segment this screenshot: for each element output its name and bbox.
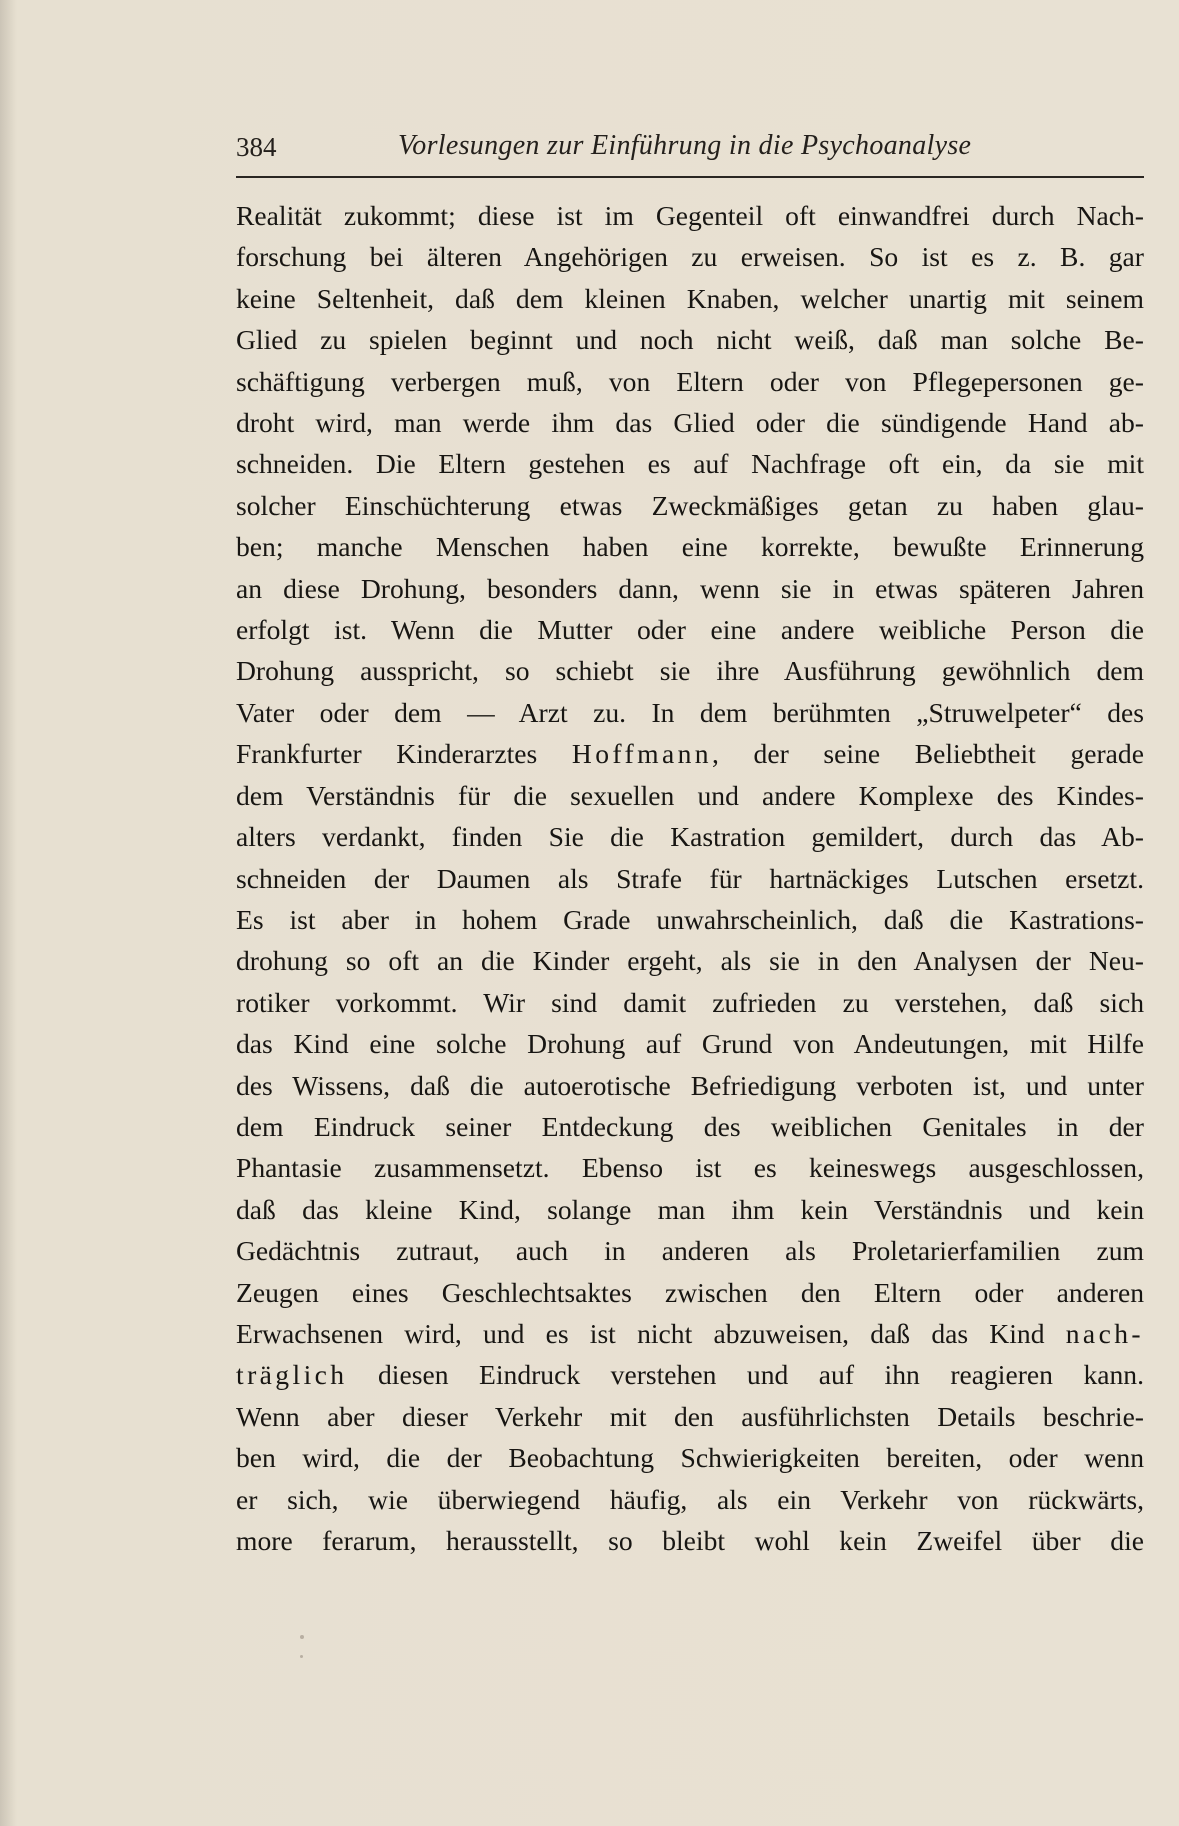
page-number: 384	[236, 132, 277, 162]
text-line: Drohung ausspricht, so schiebt sie ihre Ausführung gewöhnlich dem	[236, 655, 1144, 687]
text-line: er sich, wie überwiegend häufig, als ein Verkehr von rückwärts,	[236, 1483, 1144, 1515]
text-line: schneiden der Daumen als Strafe für hartnäckiges Lutschen ersetzt.	[236, 862, 1144, 894]
text-line: Es ist aber in hohem Grade unwahrscheinlich, daß die Kastrations-	[236, 903, 1144, 935]
text-line: Zeugen eines Geschlechtsaktes zwischen den Eltern oder anderen	[236, 1276, 1144, 1308]
text-line: droht wird, man werde ihm das Glied oder die sündigende Hand ab-	[236, 407, 1144, 439]
text-line: träglich diesen Eindruck verstehen und auf ihn reagieren kann.	[236, 1359, 1144, 1391]
text-line: keine Seltenheit, daß dem kleinen Knaben, welcher unartig mit seinem	[236, 282, 1144, 314]
paper-speck	[300, 1635, 304, 1639]
text-line: forschung bei älteren Angehörigen zu erweisen. So ist es z. B. gar	[236, 241, 1144, 273]
text-line: Phantasie zusammensetzt. Ebenso ist es keineswegs ausgeschlossen,	[236, 1152, 1144, 1184]
text-line: solcher Einschüchterung etwas Zweckmäßiges getan zu haben glau-	[236, 489, 1144, 521]
spaced-emphasis: nach-	[1065, 1317, 1144, 1349]
text-line: Erwachsenen wird, und es ist nicht abzuweisen, daß das Kind nach-	[236, 1317, 1144, 1349]
text-line: an diese Drohung, besonders dann, wenn sie in etwas späteren Jahren	[236, 572, 1144, 604]
text-line: das Kind eine solche Drohung auf Grund von Andeutungen, mit Hilfe	[236, 1028, 1144, 1060]
paper-speck	[300, 1655, 303, 1658]
spaced-emphasis: träglich	[236, 1359, 348, 1391]
running-title: Vorlesungen zur Einführung in die Psychoanalyse	[398, 130, 972, 161]
text-line: rotiker vorkommt. Wir sind damit zufrieden zu verstehen, daß sich	[236, 986, 1144, 1018]
text-line: Wenn aber dieser Verkehr mit den ausführlichsten Details beschrie-	[236, 1400, 1144, 1432]
text-line: daß das kleine Kind, solange man ihm kein Verständnis und kein	[236, 1193, 1144, 1225]
text-line: ben; manche Menschen haben eine korrekte, bewußte Erinnerung	[236, 531, 1144, 563]
text-line: more ferarum, herausstellt, so bleibt wohl kein Zweifel über die	[236, 1525, 1144, 1556]
body-text	[236, 195, 1144, 1561]
spine-shadow	[0, 0, 16, 1826]
text-line: schäftigung verbergen muß, von Eltern oder von Pflegepersonen ge-	[236, 365, 1144, 397]
text-line: schneiden. Die Eltern gestehen es auf Nachfrage oft ein, da sie mit	[236, 448, 1144, 480]
running-header	[236, 122, 1144, 178]
text-line: drohung so oft an die Kinder ergeht, als sie in den Analysen der Neu-	[236, 945, 1144, 977]
text-line: des Wissens, daß die autoerotische Befriedigung verboten ist, und unter	[236, 1069, 1144, 1101]
text-line: Glied zu spielen beginnt und noch nicht weiß, daß man solche Be-	[236, 324, 1144, 356]
text-line: ben wird, die der Beobachtung Schwierigkeiten bereiten, oder wenn	[236, 1442, 1144, 1474]
text-line: alters verdankt, finden Sie die Kastration gemildert, durch das Ab-	[236, 821, 1144, 853]
text-line: dem Eindruck seiner Entdeckung des weiblichen Genitales in der	[236, 1110, 1144, 1142]
text-line: Realität zukommt; diese ist im Gegenteil oft einwandfrei durch Nach-	[236, 200, 1144, 231]
spaced-emphasis: Hoffmann	[571, 738, 712, 770]
text-line: dem Verständnis für die sexuellen und andere Komplexe des Kindes-	[236, 779, 1144, 811]
text-line: Vater oder dem — Arzt zu. In dem berühmten „Struwelpeter“ des	[236, 696, 1144, 728]
text-line: erfolgt ist. Wenn die Mutter oder eine andere weibliche Person die	[236, 614, 1144, 646]
text-line: Gedächtnis zutraut, auch in anderen als Proletarierfamilien zum	[236, 1235, 1144, 1267]
text-line: Frankfurter Kinderarztes Hoffmann, der seine Beliebtheit gerade	[236, 738, 1144, 770]
